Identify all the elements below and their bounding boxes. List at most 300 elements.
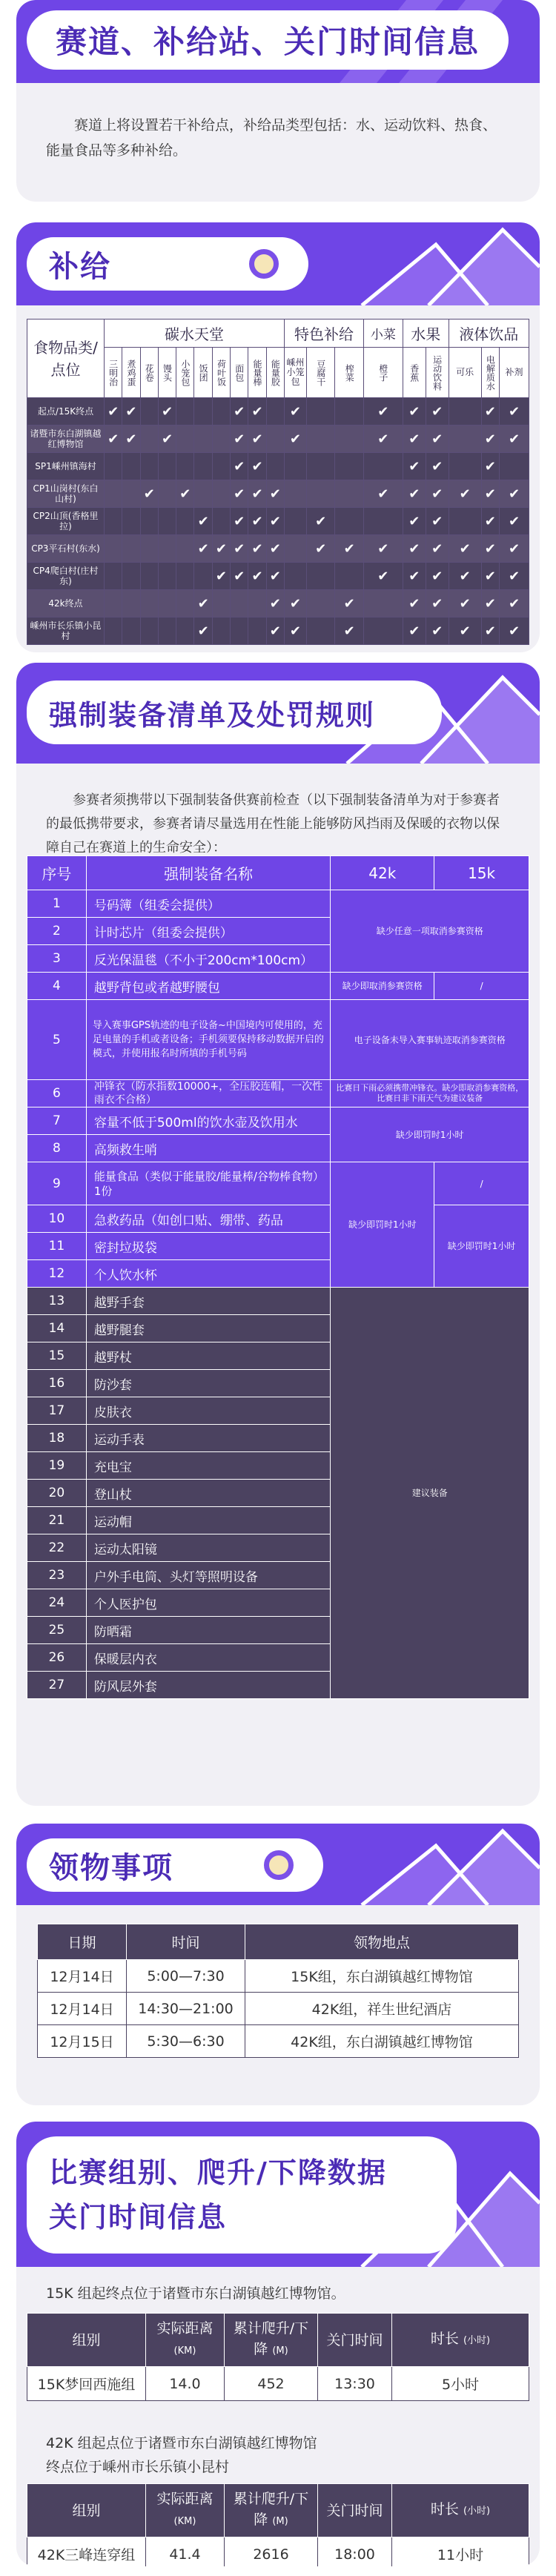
empty-cell <box>140 563 158 590</box>
empty-cell <box>158 617 176 645</box>
supply-col-special: 特色补给 <box>284 319 363 348</box>
race-note-15k: 15K 组起终点位于诸暨市东白湖镇越红博物馆。 <box>46 2285 345 2302</box>
empty-cell <box>140 590 158 617</box>
race-title-line2: 关门时间信息 <box>49 2201 228 2234</box>
check-icon: ✔ <box>500 535 529 563</box>
check-icon: ✔ <box>500 480 529 508</box>
empty-cell <box>266 398 284 426</box>
check-icon: ✔ <box>266 480 284 508</box>
table-row <box>27 1000 529 1080</box>
mountain-decoration-icon <box>317 222 540 305</box>
pickup-time: 14:30—21:00 <box>127 1993 245 2025</box>
table-row <box>27 453 529 480</box>
race-col-dur-unit: (小时) <box>463 2335 491 2346</box>
race-col-dur-label: 时长 <box>430 2331 459 2347</box>
check-icon: ✔ <box>403 398 426 426</box>
penalty-cell: 比赛日下雨必须携带冲锋衣。缺少即取消参赛资格，比赛日非下雨天气为建议装备 <box>331 1080 529 1107</box>
eq-no: 26 <box>27 1644 87 1672</box>
table-row <box>27 617 529 645</box>
check-icon: ✔ <box>403 480 426 508</box>
sub-head: 荷叶饭 <box>212 348 230 398</box>
table-row <box>27 426 529 453</box>
empty-cell <box>284 480 306 508</box>
eq-no: 14 <box>27 1315 87 1342</box>
empty-cell <box>335 426 363 453</box>
eq-no: 8 <box>27 1135 87 1162</box>
eq-no: 3 <box>27 945 87 973</box>
check-icon: ✔ <box>105 426 122 453</box>
eq-no: 22 <box>27 1534 87 1562</box>
eq-name: 充电宝 <box>86 1452 331 1480</box>
eq-name: 号码簿（组委会提供） <box>86 890 331 918</box>
supply-row-label: SP1嵊州镇海村 <box>27 453 105 480</box>
check-icon: ✔ <box>500 563 529 590</box>
empty-cell <box>140 398 158 426</box>
empty-cell <box>176 563 194 590</box>
check-icon: ✔ <box>403 508 426 535</box>
race-col-climb-label: 累计爬升/下降 <box>233 2491 309 2528</box>
eq-no: 23 <box>27 1562 87 1589</box>
check-icon: ✔ <box>481 617 499 645</box>
sub-head: 榨菜 <box>335 348 363 398</box>
check-icon: ✔ <box>403 426 426 453</box>
section-equipment-header <box>16 663 540 764</box>
empty-cell <box>194 563 212 590</box>
race-group: 42K三峰连穿组 <box>27 2537 146 2567</box>
empty-cell <box>105 480 122 508</box>
eq-name: 保暖层内衣 <box>86 1644 331 1672</box>
pickup-time: 5:30—6:30 <box>127 2025 245 2058</box>
empty-cell <box>266 426 284 453</box>
section-supply <box>16 222 540 652</box>
check-icon: ✔ <box>481 590 499 617</box>
empty-cell <box>122 563 140 590</box>
check-icon: ✔ <box>122 398 140 426</box>
eq-no: 4 <box>27 973 87 1000</box>
eq-name: 运动太阳镜 <box>86 1534 331 1562</box>
course-intro-text: 赛道上将设置若干补给点，补给品类型包括：水、运动饮料、热食、能量食品等多种补给。 <box>46 117 497 159</box>
table-row <box>27 1288 529 1315</box>
check-icon: ✔ <box>500 590 529 617</box>
empty-cell <box>306 426 334 453</box>
empty-cell <box>306 590 334 617</box>
empty-cell <box>212 398 230 426</box>
penalty-cell: / <box>434 1162 529 1205</box>
eq-no: 25 <box>27 1617 87 1644</box>
dot-icon <box>264 1850 294 1880</box>
empty-cell <box>306 398 334 426</box>
supply-row-label: 起点/15K终点 <box>27 398 105 426</box>
empty-cell <box>284 453 306 480</box>
check-icon: ✔ <box>481 535 499 563</box>
check-icon: ✔ <box>231 480 248 508</box>
check-icon: ✔ <box>426 480 449 508</box>
pickup-date: 12月14日 <box>38 1993 127 2025</box>
table-row <box>38 1960 519 1993</box>
eq-col-no: 序号 <box>27 856 87 890</box>
race-col-close: 关门时间 <box>318 2484 392 2537</box>
pickup-date: 12月15日 <box>38 2025 127 2058</box>
sub-head: 饭团 <box>194 348 212 398</box>
sub-head: 豆腐干 <box>306 348 334 398</box>
check-icon: ✔ <box>481 426 499 453</box>
table-row <box>27 2537 529 2567</box>
sub-head: 面包 <box>231 348 248 398</box>
empty-cell <box>122 617 140 645</box>
race-note-42k-line2: 终点位于嵊州市长乐镇小昆村 <box>46 2459 230 2475</box>
sub-head: 电解质水 <box>481 348 499 398</box>
page-title: 赛道、补给站、关门时间信息 <box>27 10 509 70</box>
empty-cell <box>194 453 212 480</box>
eq-no: 10 <box>27 1205 87 1233</box>
check-icon: ✔ <box>158 398 176 426</box>
check-icon: ✔ <box>481 398 499 426</box>
check-icon: ✔ <box>212 535 230 563</box>
table-row <box>27 1080 529 1107</box>
race-title-pill <box>27 2136 457 2254</box>
penalty-cell: 缺少即取消参赛资格 <box>331 973 434 1000</box>
pickup-col-time: 时间 <box>127 1924 245 1960</box>
check-icon: ✔ <box>231 453 248 480</box>
dot-icon <box>249 249 279 279</box>
eq-no: 20 <box>27 1480 87 1507</box>
check-icon: ✔ <box>403 590 426 617</box>
empty-cell <box>194 480 212 508</box>
eq-name: 皮肤衣 <box>86 1397 331 1425</box>
race-title-line1: 比赛组别、爬升/下降数据 <box>49 2156 387 2189</box>
empty-cell <box>335 453 363 480</box>
supply-col-carb: 碳水天堂 <box>105 319 285 348</box>
check-icon: ✔ <box>363 398 403 426</box>
check-icon: ✔ <box>231 508 248 535</box>
empty-cell <box>140 426 158 453</box>
check-icon: ✔ <box>140 480 158 508</box>
equipment-table <box>27 855 529 1699</box>
empty-cell <box>122 453 140 480</box>
empty-cell <box>176 535 194 563</box>
check-icon: ✔ <box>284 398 306 426</box>
supply-row-label: 嵊州市长乐镇小昆村 <box>27 617 105 645</box>
race-dist: 14.0 <box>146 2367 225 2401</box>
empty-cell <box>363 590 403 617</box>
race-climb: 452 <box>225 2367 318 2401</box>
check-icon: ✔ <box>363 535 403 563</box>
empty-cell <box>212 426 230 453</box>
check-icon: ✔ <box>231 398 248 426</box>
section-course-info <box>16 0 540 202</box>
check-icon: ✔ <box>248 453 266 480</box>
check-icon: ✔ <box>248 563 266 590</box>
supply-row-label: CP3平石村(东水) <box>27 535 105 563</box>
penalty-cell: 缺少任意一项取消参赛资格 <box>331 890 529 973</box>
penalty-cell: / <box>434 973 529 1000</box>
empty-cell <box>335 480 363 508</box>
check-icon: ✔ <box>248 426 266 453</box>
check-icon: ✔ <box>266 563 284 590</box>
eq-name: 防晒霜 <box>86 1617 331 1644</box>
check-icon: ✔ <box>335 535 363 563</box>
eq-no: 9 <box>27 1162 87 1205</box>
pickup-place: 42K组，祥生世纪酒店 <box>245 1993 519 2025</box>
empty-cell <box>158 453 176 480</box>
empty-cell <box>212 590 230 617</box>
check-icon: ✔ <box>426 398 449 426</box>
supply-title-pill <box>27 237 308 291</box>
empty-cell <box>176 590 194 617</box>
eq-name: 防沙套 <box>86 1370 331 1397</box>
race-col-dist-label: 实际距离 <box>156 2491 214 2507</box>
pickup-place: 42K组，东白湖镇越红博物馆 <box>245 2025 519 2058</box>
check-icon: ✔ <box>481 480 499 508</box>
check-icon: ✔ <box>426 590 449 617</box>
check-icon: ✔ <box>284 590 306 617</box>
eq-name: 越野背包或者越野腰包 <box>86 973 331 1000</box>
race-col-dist <box>146 2314 225 2367</box>
empty-cell <box>231 590 248 617</box>
race-note-42k <box>46 2431 317 2479</box>
empty-cell <box>306 617 334 645</box>
empty-cell <box>158 508 176 535</box>
sub-head: 嵊州小笼包 <box>284 348 306 398</box>
empty-cell <box>306 453 334 480</box>
pickup-col-date: 日期 <box>38 1924 127 1960</box>
eq-no: 21 <box>27 1507 87 1534</box>
supply-row-label: CP2山顶(香格里拉) <box>27 508 105 535</box>
table-row <box>27 535 529 563</box>
empty-cell <box>158 535 176 563</box>
check-icon: ✔ <box>248 535 266 563</box>
check-icon: ✔ <box>500 398 529 426</box>
table-row <box>27 508 529 535</box>
empty-cell <box>284 563 306 590</box>
check-icon: ✔ <box>426 617 449 645</box>
race-col-dur <box>392 2484 529 2537</box>
empty-cell <box>105 563 122 590</box>
section-supply-header <box>16 222 540 305</box>
pickup-place: 15K组，东白湖镇越红博物馆 <box>245 1960 519 1993</box>
empty-cell <box>105 508 122 535</box>
eq-no: 11 <box>27 1233 87 1260</box>
empty-cell <box>212 453 230 480</box>
eq-col-15k: 15k <box>434 856 529 890</box>
check-icon: ✔ <box>426 535 449 563</box>
check-icon: ✔ <box>363 480 403 508</box>
check-icon: ✔ <box>306 508 334 535</box>
empty-cell <box>449 426 481 453</box>
check-icon: ✔ <box>403 617 426 645</box>
table-row <box>38 2025 519 2058</box>
empty-cell <box>306 563 334 590</box>
sub-head: 馒头 <box>158 348 176 398</box>
check-icon: ✔ <box>176 480 194 508</box>
sub-head: 香蕉 <box>403 348 426 398</box>
empty-cell <box>194 398 212 426</box>
check-icon: ✔ <box>248 480 266 508</box>
eq-no: 1 <box>27 890 87 918</box>
check-icon: ✔ <box>122 426 140 453</box>
check-icon: ✔ <box>306 535 334 563</box>
check-icon: ✔ <box>449 590 481 617</box>
supply-col-item-type: 食物品类/点位 <box>27 319 105 398</box>
check-icon: ✔ <box>231 535 248 563</box>
check-icon: ✔ <box>212 563 230 590</box>
sub-head: 可乐 <box>449 348 481 398</box>
eq-name: 运动手表 <box>86 1425 331 1452</box>
empty-cell <box>158 590 176 617</box>
section-race-header <box>16 2122 540 2267</box>
race-table-42k <box>27 2483 529 2566</box>
race-col-dist-unit: (KM) <box>173 2345 196 2357</box>
table-row <box>27 2367 529 2401</box>
race-dur: 5小时 <box>392 2367 529 2401</box>
eq-name: 越野杖 <box>86 1342 331 1370</box>
section-course-info-header <box>16 0 540 83</box>
sub-head: 补剂 <box>500 348 529 398</box>
race-close: 18:00 <box>318 2537 392 2567</box>
check-icon: ✔ <box>363 426 403 453</box>
pickup-title-pill <box>27 1838 323 1892</box>
empty-cell <box>122 590 140 617</box>
race-col-climb-label: 累计爬升/下降 <box>233 2320 309 2357</box>
sub-head: 煮鸡蛋 <box>122 348 140 398</box>
check-icon: ✔ <box>403 535 426 563</box>
check-icon: ✔ <box>284 426 306 453</box>
check-icon: ✔ <box>426 426 449 453</box>
supply-table <box>27 319 529 645</box>
section-pickup <box>16 1824 540 2105</box>
check-icon: ✔ <box>426 508 449 535</box>
pickup-title: 领物事项 <box>49 1850 173 1885</box>
race-col-climb-unit: (M) <box>272 2345 288 2357</box>
eq-name: 容量不低于500ml的饮水壶及饮用水 <box>86 1107 331 1135</box>
check-icon: ✔ <box>403 453 426 480</box>
eq-no: 13 <box>27 1288 87 1315</box>
empty-cell <box>105 535 122 563</box>
supply-table-body <box>27 398 529 645</box>
table-row <box>27 890 529 918</box>
eq-no: 7 <box>27 1107 87 1135</box>
equipment-intro-text: 参赛者须携带以下强制装备供赛前检查（以下强制装备清单为对于参赛者的最低携带要求，参赛者请尽量选用在性能上能够防风挡雨及保暖的衣物以保障自己在赛道上的生命安全）： <box>46 792 500 855</box>
empty-cell <box>335 508 363 535</box>
penalty-cell: 缺少即罚时1小时 <box>434 1205 529 1288</box>
race-note-42k-line1: 42K 组起点位于诸暨市东白湖镇越红博物馆 <box>46 2435 317 2451</box>
check-icon: ✔ <box>266 535 284 563</box>
eq-name: 个人饮水杯 <box>86 1260 331 1288</box>
race-col-dur-label: 时长 <box>430 2501 459 2517</box>
check-icon: ✔ <box>500 617 529 645</box>
check-icon: ✔ <box>426 453 449 480</box>
race-col-climb <box>225 2314 318 2367</box>
race-close: 13:30 <box>318 2367 392 2401</box>
table-row <box>27 1162 529 1205</box>
equipment-table-body <box>27 890 529 1699</box>
race-col-dist-label: 实际距离 <box>156 2320 214 2337</box>
eq-no: 5 <box>27 1000 87 1080</box>
eq-name: 户外手电筒、头灯等照明设备 <box>86 1562 331 1589</box>
race-col-group: 组别 <box>27 2314 146 2367</box>
section-equipment <box>16 663 540 1806</box>
section-race <box>16 2122 540 2566</box>
table-row <box>27 973 529 1000</box>
empty-cell <box>284 535 306 563</box>
eq-col-name: 强制装备名称 <box>86 856 331 890</box>
empty-cell <box>105 617 122 645</box>
check-icon: ✔ <box>363 563 403 590</box>
sub-head: 运动饮料 <box>426 348 449 398</box>
check-icon: ✔ <box>248 508 266 535</box>
table-row <box>27 1107 529 1135</box>
empty-cell <box>140 508 158 535</box>
supply-row-label: CP4爬白村(庄村东) <box>27 563 105 590</box>
empty-cell <box>335 398 363 426</box>
empty-cell <box>176 398 194 426</box>
check-icon: ✔ <box>284 617 306 645</box>
check-icon: ✔ <box>248 398 266 426</box>
race-col-dist-unit: (KM) <box>173 2516 196 2527</box>
eq-name: 急救药品（如创口贴、绷带、药品 <box>86 1205 331 1233</box>
check-icon: ✔ <box>194 617 212 645</box>
empty-cell <box>176 508 194 535</box>
check-icon: ✔ <box>194 590 212 617</box>
empty-cell <box>449 508 481 535</box>
empty-cell <box>284 508 306 535</box>
supply-row-label: CP1山岗村(东白山村) <box>27 480 105 508</box>
check-icon: ✔ <box>500 508 529 535</box>
sub-head: 花卷 <box>140 348 158 398</box>
supply-col-fruit: 水果 <box>403 319 449 348</box>
eq-no: 6 <box>27 1080 87 1107</box>
empty-cell <box>212 508 230 535</box>
check-icon: ✔ <box>194 535 212 563</box>
check-icon: ✔ <box>194 508 212 535</box>
sub-head: 三明治 <box>105 348 122 398</box>
empty-cell <box>122 508 140 535</box>
eq-col-42k: 42k <box>331 856 434 890</box>
empty-cell <box>158 563 176 590</box>
eq-no: 16 <box>27 1370 87 1397</box>
empty-cell <box>122 535 140 563</box>
pickup-col-place: 领物地点 <box>245 1924 519 1960</box>
check-icon: ✔ <box>426 563 449 590</box>
supply-col-liquid: 液体饮品 <box>449 319 529 348</box>
eq-name: 计时芯片（组委会提供） <box>86 918 331 945</box>
table-row <box>27 563 529 590</box>
supply-row-label: 诸暨市东白湖镇越红博物馆 <box>27 426 105 453</box>
empty-cell <box>248 617 266 645</box>
pickup-table <box>37 1924 519 2058</box>
section-pickup-header <box>16 1824 540 1905</box>
race-group: 15K梦回西施组 <box>27 2367 146 2401</box>
check-icon: ✔ <box>403 563 426 590</box>
empty-cell <box>335 563 363 590</box>
eq-no: 18 <box>27 1425 87 1452</box>
check-icon: ✔ <box>481 453 499 480</box>
empty-cell <box>176 426 194 453</box>
table-row <box>27 1205 529 1233</box>
eq-no: 15 <box>27 1342 87 1370</box>
eq-no: 19 <box>27 1452 87 1480</box>
empty-cell <box>105 453 122 480</box>
empty-cell <box>105 590 122 617</box>
eq-no: 27 <box>27 1672 87 1699</box>
empty-cell <box>248 590 266 617</box>
race-col-close: 关门时间 <box>318 2314 392 2367</box>
empty-cell <box>176 617 194 645</box>
race-table-15k <box>27 2313 529 2401</box>
penalty-cell: 缺少即罚时1小时 <box>331 1107 529 1162</box>
eq-name: 密封垃圾袋 <box>86 1233 331 1260</box>
eq-name: 运动帽 <box>86 1507 331 1534</box>
